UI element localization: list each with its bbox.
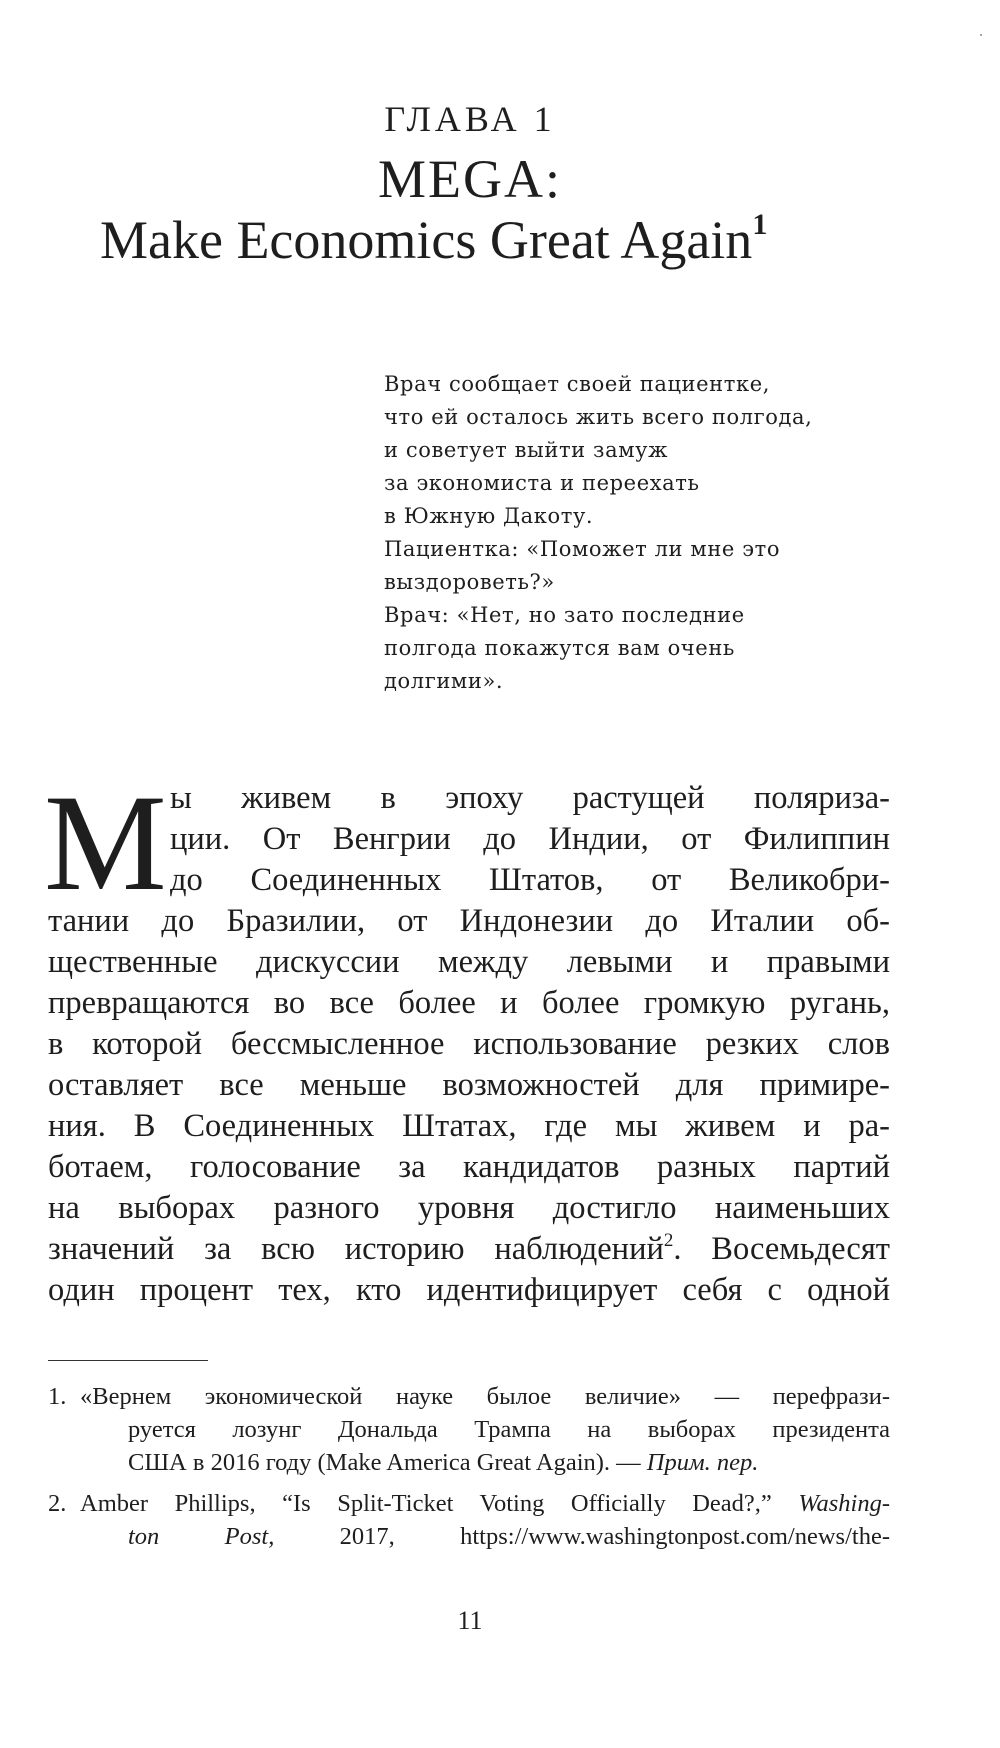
footnote-link-text[interactable]: 2017, https://www.washingtonpost.com/news/the- [274,1523,890,1550]
body-line: один процент тех, кто идентифицирует себя с одной [48,1272,890,1308]
epigraph-line: долгими». [384,669,504,693]
publication-name: ton Post, [128,1523,275,1550]
epigraph-line: выздороветь?» [384,570,555,594]
body-line: ботаем, голосование за кандидатов разных партий [48,1149,890,1185]
footnote-ref-2[interactable]: 2 [663,1230,674,1251]
body-line: тании до Бразилии, от Индонезии до Италии об- [48,903,890,939]
translator-note: Прим. пер. [646,1449,759,1476]
footnote-ref-1[interactable]: 1 [752,208,768,241]
page-number: 11 [457,1606,483,1635]
footnote-2 [48,1487,890,1553]
footnote-line [48,1446,890,1479]
epigraph-line: Врач сообщает своей пациентке, [384,372,771,396]
body-line: превращаются во все более и более громкую ругань, [48,985,890,1021]
epigraph-line: Пациентка: «Поможет ли мне это [384,537,781,561]
epigraph-line: что ей осталось жить всего полгода, [384,405,813,429]
footnote-divider [48,1360,208,1361]
body-line-tail: . Восемьдесят [673,1231,890,1267]
epigraph-line: и советует выйти замуж [384,438,669,462]
body-line: до Соединенных Штатов, от Великобри- [170,862,890,898]
drop-cap: М [44,766,167,919]
epigraph-line: за экономиста и переехать [384,471,700,495]
footnotes [48,1380,890,1561]
chapter-title-line-2 [100,208,900,271]
body-line: в которой бессмысленное использование резких слов [48,1026,890,1062]
body-line: ния. В Соединенных Штатах, где мы живем и ра- [48,1108,890,1144]
footnote-line: руется лозунг Дональда Трампа на выборах президента [128,1416,890,1443]
body-paragraph [48,778,890,1311]
body-line: ции. От Венгрии до Индии, от Филиппин [170,821,890,857]
body-line: щественные дискуссии между левыми и правыми [48,944,890,980]
footnote-line [48,1487,890,1520]
footnote-number: 1. [48,1383,67,1410]
chapter-label: ГЛАВА 1 [384,99,556,139]
footnote-1 [48,1380,890,1479]
chapter-title-text: Make Economics Great Again [100,210,753,270]
chapter-title-line-1: MEGA: [378,149,562,209]
body-line-text: значений за всю историю наблюдений [48,1231,664,1267]
footnote-number: 2. [48,1490,67,1517]
epigraph-line: полгода покажутся вам очень [384,636,735,660]
body-line: ы живем в эпоху растущей поляриза- [170,780,890,816]
footnote-text: США в 2016 году (Make America Great Again). — [128,1449,647,1476]
scan-speck [980,34,982,36]
epigraph-line: Врач: «Нет, но зато последние [384,603,745,627]
footnote-line [48,1520,890,1553]
body-line: оставляет все меньше возможностей для примире- [48,1067,890,1103]
body-line-with-footnote [48,1229,890,1270]
body-line: на выборах разного уровня достигло наименьших [48,1190,890,1226]
epigraph [384,368,884,698]
publication-name: Washing- [798,1490,890,1517]
footnote-text: «Вернем экономической науке былое величие» — перефрази- [80,1383,890,1410]
footnote-text: Amber Phillips, “Is Split-Ticket Voting Officially Dead?,” [80,1490,799,1517]
epigraph-line: в Южную Дакоту. [384,504,594,528]
footnote-line [48,1380,890,1413]
